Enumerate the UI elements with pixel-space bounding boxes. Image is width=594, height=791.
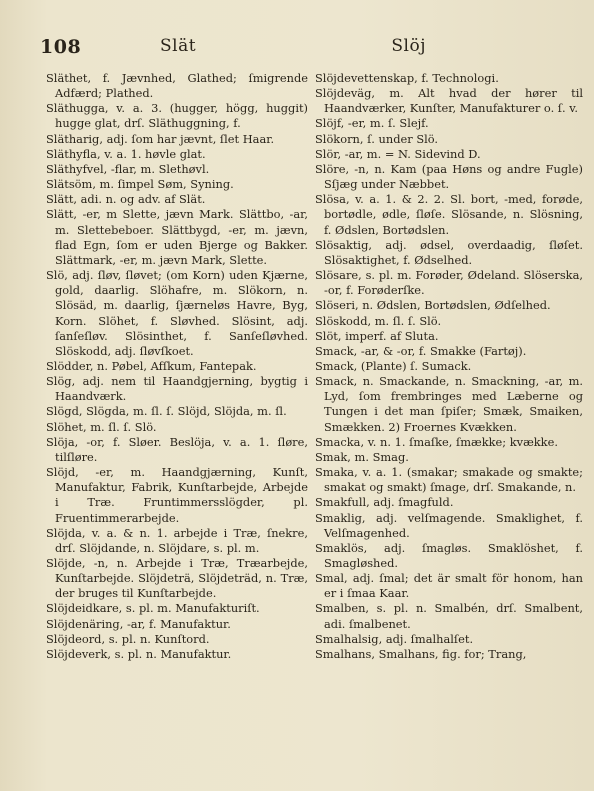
right-running-head: Slöj <box>391 36 426 56</box>
entry: Slökorn, ſ. under Slö. <box>315 131 439 146</box>
entry: Slöjde, -n, n. Arbejde i Træ, Træarbejde, Kunſtarbejde. Slöjdeträ, Slöjdeträd, n. Træ, der bruges til Kunſtarbejde. <box>46 556 308 601</box>
entry: Släthugga, v. a. 3. (hugger, högg, huggit) hugge glat, drſ. Släthuggning, f. <box>46 101 308 131</box>
left-running-head: Slät <box>160 36 197 56</box>
entry: Smack, -ar, & -or, f. Smakke (Fartøj). <box>315 343 527 358</box>
entry: Slöt, imperf. af Sluta. <box>315 328 439 343</box>
entry: Slöre, -n, n. Kam (paa Høns og andre Fugle) Sſjæg under Næbbet. <box>315 161 583 192</box>
entry: Slöjdevettenskap, f. Technologi. <box>315 71 499 85</box>
entry: Slöjdeord, s. pl. n. Kunſtord. <box>46 631 210 646</box>
entry: Smak, m. Smag. <box>315 449 409 464</box>
entry: Smalhalsig, adj. ſmalhalſet. <box>315 631 474 646</box>
entry: Smacka, v. n. 1. ſmaſke, ſmække; kvække. <box>315 434 558 449</box>
page-header <box>40 36 576 60</box>
entry: Slöja, -or, f. Sløer. Beslöja, v. a. 1. ſløre, tilſløre. <box>46 434 308 464</box>
entry: Slögd, Slögda, m. ſl. ſ. Slöjd, Slöjda, m. ſl. <box>46 404 287 419</box>
entry: Slör, -ar, m. = N. Sidevind D. <box>315 146 481 161</box>
entry: Smack, (Plante) ſ. Sumack. <box>315 358 472 373</box>
entry: Slög, adj. nem til Haandgjerning, bygtig i Haandværk. <box>46 374 308 404</box>
entry: Slöjdeidkare, s. pl. m. Manufakturiſt. <box>46 601 260 616</box>
left-column <box>46 71 308 662</box>
entry: Slösare, s. pl. m. Forøder, Ødeland. Slöserska, -or, f. Forøderſke. <box>315 268 583 298</box>
entry: Slätt, adi. n. og adv. af Slät. <box>46 192 206 207</box>
entry: Slätsöm, m. ſimpel Søm, Syning. <box>46 177 234 192</box>
entry: Smack, n. Smackande, n. Smackning, -ar, m. Lyd, ſom frembringes med Læberne og Tungen i det man ſpiſer; Smæk, Smaiken, Smækken. 2) Froernes Kvækken. <box>315 374 583 434</box>
entry: Slöjda, v. a. & n. 1. arbejde i Træ, ſnekre, drſ. Slöjdande, n. Slöjdare, s. pl. m. <box>46 525 308 555</box>
entry: Slöjdeverk, s. pl. n. Manufaktur. <box>46 646 232 661</box>
entry: Slösa, v. a. 1. & 2. 2. Sl. bort, -med, forøde, bortødle, ødle, ſløſe. Slösande, n. Slösning, f. Ødslen, Bortødslen. <box>315 192 583 237</box>
entry: Slösaktig, adj. ødsel, overdaadig, ſløſet. Slösaktighet, f. Ødselhed. <box>315 237 583 267</box>
entry: Slöjdenäring, -ar, f. Manufaktur. <box>46 616 231 631</box>
entry: Smalhans, Smalhans, fig. for; Trang, <box>315 646 527 661</box>
entry: Slätharig, adj. ſom har jævnt, ſlet Haar. <box>46 131 275 146</box>
entry: Smakfull, adj. ſmagfuld. <box>315 495 454 510</box>
entry: Smalben, s. pl. n. Smalbén, drſ. Smalbent, adi. ſmalbenet. <box>315 601 583 631</box>
entry: Släthyfvel, -flar, m. Slethøvl. <box>46 161 210 176</box>
entry: Slöhet, m. ſl. ſ. Slö. <box>46 419 157 434</box>
right-column <box>315 71 583 662</box>
entry: Slöskodd, m. ſl. ſ. Slö. <box>315 313 442 328</box>
entry: Slödder, n. Pøbel, Afſkum, Fantepak. <box>46 358 257 373</box>
page-number: 108 <box>40 36 82 58</box>
entry: Smaklös, adj. ſmagløs. Smaklöshet, f. Smagløshed. <box>315 540 583 570</box>
entry: Smaka, v. a. 1. (smakar; smakade og smakte; smakat og smakt) ſmage, drſ. Smakande, n. <box>315 465 583 495</box>
entry: Smaklig, adj. velſmagende. Smaklighet, f. Velſmagenhed. <box>315 510 583 540</box>
entry: Slö, adj. ſløv, ſløvet; (om Korn) uden Kjærne, gold, daarlig. Slöhafre, m. Slökorn, n. Slösäd, m. daarlig, ſjærneløs Havre, Byg, Korn. Slöhet, f. Sløvhed. Slösint, adj. ſanſeſløv. Slösinthet, f. Sanſeſløvhed. Slöskodd, adj. ſløvſkoet. <box>46 268 308 358</box>
entry: Slöseri, n. Ødslen, Bortødslen, Ødſelhed. <box>315 298 551 313</box>
entry: Slätt, -er, m Slette, jævn Mark. Slättbo, -ar, m. Slettebeboer. Slättbygd, -er, m. jævn, flad Egn, ſom er uden Bjerge og Bakker. Slättmark, -er, m. jævn Mark, Slette. <box>46 207 308 267</box>
entry: Slöjdeväg, m. Alt hvad der hører til Haandværker, Kunſter, Manufakturer o. ſ. v. <box>315 86 583 116</box>
entry: Smal, adj. ſmal; det är smalt för honom, han er i ſmaa Kaar. <box>315 571 583 601</box>
entry: Släthyfla, v. a. 1. høvle glat. <box>46 146 206 161</box>
entry: Slöjf, -er, m. ſ. Slejf. <box>315 116 429 131</box>
entry: Slöjd, -er, m. Haandgjærning, Kunſt, Manufaktur, Fabrik, Kunſtarbejde, Arbejde i Træ. Fruntimmersslögder, pl. Fruentimmerarbejde. <box>46 465 308 525</box>
entry: Släthet, f. Jævnhed, Glathed; ſmigrende Adfærd; Plathed. <box>46 71 308 101</box>
